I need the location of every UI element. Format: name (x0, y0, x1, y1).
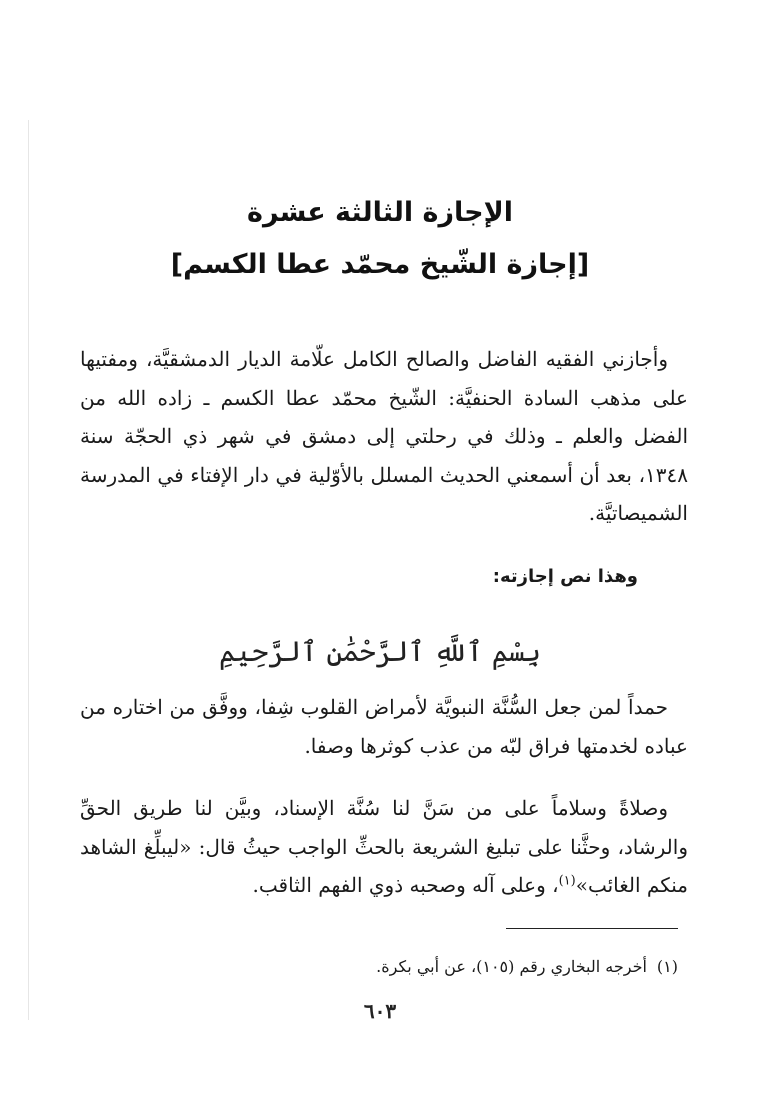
salutation-tail: ، وعلى آله وصحبه ذوي الفهم الثاقب. (252, 873, 559, 897)
ijaza-text-heading: وهذا نص إجازته: (492, 566, 638, 587)
praise-paragraph: حمداً لمن جعل السُّنَّة النبويَّة لأمراض القلوب شِفا، ووفَّق من اختاره من عباده لخدمتها فراق لبّه من عذب كوثرها وصفا. (80, 695, 688, 758)
footnote-number: (١) (656, 957, 678, 976)
chapter-title: الإجازة الثالثة عشرة (247, 197, 513, 228)
basmala: بِسْمِ ٱللَّهِ ٱلرَّحْمَٰنِ ٱلرَّحِيمِ (218, 635, 541, 668)
chapter-subtitle: [إجازة الشّيخ محمّد عطا الكسم] (170, 249, 590, 280)
intro-paragraph: وأجازني الفقيه الفاضل والصالح الكامل علّامة الديار الدمشقيَّة، ومفتيها على مذهب السادة الحنفيَّة: الشّيخ محمّد عطا الكسم ـ زاده الله من الفضل والعلم ـ وذلك في رحلتي إلى دمشق في شهر ذي الحجّة سنة ١٣٤٨، بعد أن أسمعني الحديث المسلل بالأوّلية في دار الإفتاء في المدرسة الشميصاتيَّة. (80, 347, 688, 525)
footnote-reference[interactable]: (١) (558, 873, 576, 889)
page-number: ٦٠٣ (363, 999, 397, 1023)
salutation-paragraph (80, 789, 688, 905)
footnote (376, 954, 678, 980)
footnote-text: أخرجه البخاري رقم (١٠٥)، عن أبي بكرة. (376, 957, 647, 976)
salutation-text: وصلاةً وسلاماً على من سَنَّ لنا سُنَّة الإسناد، وبيَّن لنا طريق الحقِّ والرشاد، وحثَّنا على تبليغ الشريعة بالحثِّ الواجب حيثُ قال: «ليبلِّغ الشاهد منكم الغائب» (80, 796, 688, 897)
footnote-separator (506, 928, 678, 929)
